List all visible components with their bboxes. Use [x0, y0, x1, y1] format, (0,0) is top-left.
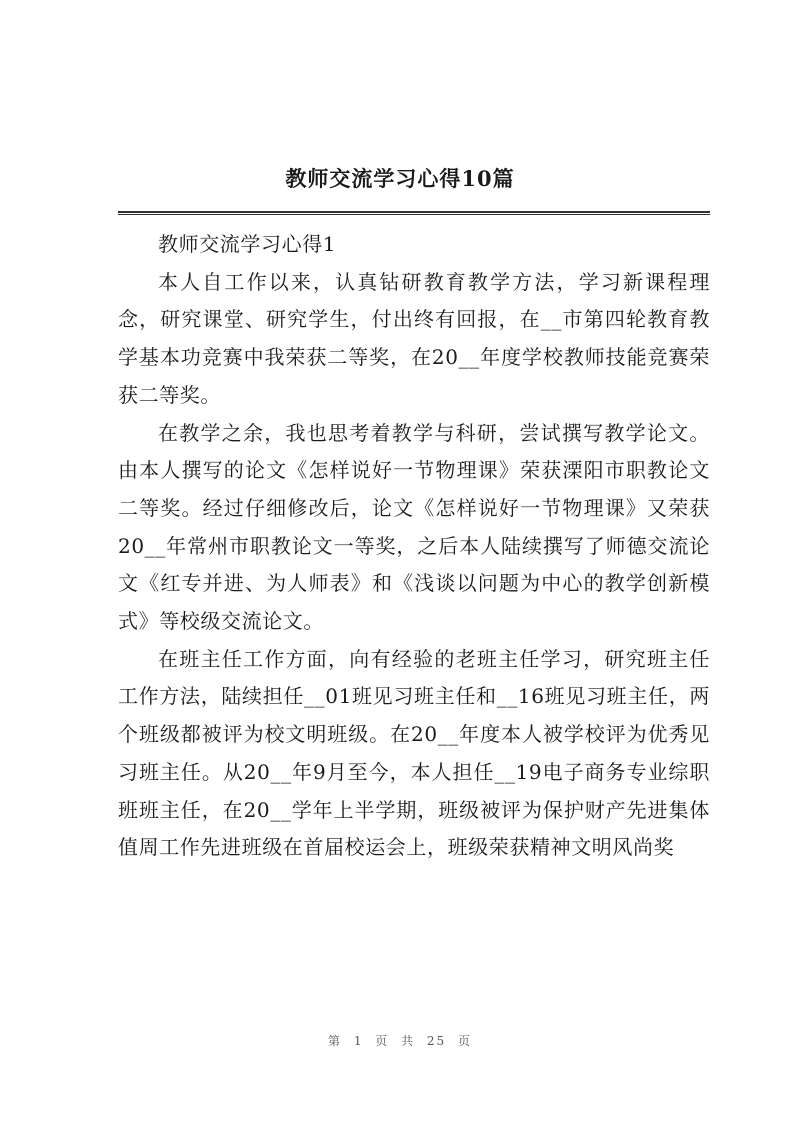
title-divider	[118, 211, 710, 215]
page-footer: 第 1 页 共 25 页	[328, 1034, 472, 1048]
document-body	[118, 226, 710, 867]
page-title: 教师交流学习心得10篇	[285, 166, 515, 191]
paragraph-3: 在班主任工作方面，向有经验的老班主任学习，研究班主任工作方法，陆续担任__01班见习班主任和__16班见习班主任，两个班级都被评为校文明班级。在20__年度本人被学校评为优秀见习班主任。从20__年9月至今，本人担任__19电子商务专业综职班班主任，在20__学年上半学期，班级被评为保护财产先进集体值周工作先进班级在首届校运会上，班级荣获精神文明风尚奖	[118, 646, 710, 860]
paragraph-1: 本人自工作以来，认真钻研教育教学方法，学习新课程理念，研究课堂、研究学生，付出终有回报，在__市第四轮教育教学基本功竞赛中我荣获二等奖，在20__年度学校教师技能竞赛荣获二等奖。	[118, 269, 710, 407]
section-heading: 教师交流学习心得1	[158, 232, 337, 256]
paragraph-2: 在教学之余，我也思考着教学与科研，尝试撰写教学论文。由本人撰写的论文《怎样说好一节物理课》荣获溧阳市职教论文二等奖。经过仔细修改后，论文《怎样说好一节物理课》又荣获20__年常州市职教论文一等奖，之后本人陆续撰写了师德交流论文《红专并进、为人师表》和《浅谈以问题为中心的教学创新模式》等校级交流论文。	[118, 420, 710, 634]
